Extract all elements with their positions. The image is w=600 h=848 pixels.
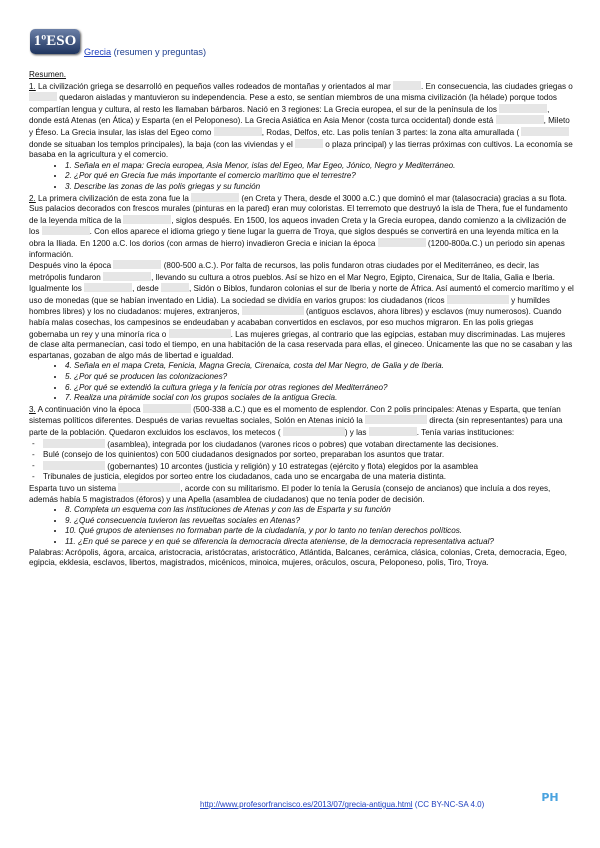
question-item: • 1. Señala en el mapa: Grecia europea, Asia Menor, islas del Egeo, Mar Egeo, Jónico, Negro y Mediterráneo.	[65, 161, 574, 172]
answer-blank[interactable]	[103, 272, 151, 281]
page-title	[84, 47, 206, 57]
question-item: • 5. ¿Por qué se producen las colonizaciones?	[65, 372, 574, 383]
institution-item: - (asamblea), integrada por los ciudadanos (varones ricos o pobres) que votaban directamente las decisiones.	[43, 439, 574, 451]
answer-blank[interactable]	[242, 306, 304, 315]
question-item: • 7. Realiza una pirámide social con los grupos sociales de la antigua Grecia.	[65, 393, 574, 404]
title-subtitle: (resumen y preguntas)	[111, 47, 207, 57]
section-3: 3. A continuación vino la época (500-338 a.C.) que es el momento de esplendor. Con 2 polis principales: Atenas y Esparta, que tenían sistemas políticos diferentes. Después de varias revueltas sociales, Solón en Atenas inició la directa (sin representantes) para una parte de la población. Quedaron excluidos los esclavos, los metecos ( ) y las . Tenía varias instituciones:	[29, 404, 563, 437]
institution-item: - Tribunales de justicia, elegidos por sorteo entre los ciudadanos, cada uno se encargaba de una materia distinta.	[43, 472, 574, 483]
answer-blank[interactable]	[169, 329, 231, 338]
institution-item: - Bulé (consejo de los quinientos) con 500 ciudadanos designados por sorteo, preparaban los asuntos que tratar.	[43, 450, 574, 461]
license-text: (CC BY-NC-SA 4.0)	[412, 800, 485, 809]
answer-blank[interactable]	[499, 104, 547, 113]
source-link[interactable]: http://www.profesorfrancisco.es/2013/07/grecia-antigua.html	[200, 800, 413, 809]
question-item: • 4. Señala en el mapa Creta, Fenicia, Magna Grecia, Cirenaica, costa del Mar Negro, de Galia y de Iberia.	[65, 361, 574, 372]
grecia-link[interactable]: Grecia	[84, 47, 112, 57]
answer-blank[interactable]	[393, 81, 421, 90]
question-item: • 2. ¿Por qué en Grecia fue más importante el comercio marítimo que el terrestre?	[65, 171, 574, 182]
answer-blank[interactable]	[214, 127, 262, 136]
answer-blank[interactable]	[161, 283, 189, 292]
section-number: 1.	[29, 81, 36, 91]
question-item: • 9. ¿Qué consecuencia tuvieron las revueltas sociales en Atenas?	[65, 516, 574, 527]
institutions-list	[29, 439, 574, 483]
answer-blank[interactable]	[113, 260, 161, 269]
questions-list	[29, 505, 574, 547]
question-item: • 10. Qué grupos de atenienses no formaban parte de la ciudadanía, y por lo tanto no tenían derechos políticos.	[65, 526, 574, 537]
question-item: • 6. ¿Por qué se extendió la cultura griega y la fenicia por otras regiones del Mediterráneo?	[65, 383, 574, 394]
answer-blank[interactable]	[283, 427, 345, 436]
question-item: • 3. Describe las zonas de las polis griegas y su función	[65, 182, 574, 193]
section-number: 3.	[29, 404, 36, 414]
ph-logo: PH	[541, 791, 559, 804]
summary-heading: Resumen.	[29, 70, 67, 79]
institution-item: - (gobernantes) 10 arcontes (justicia y religión) y 10 estrategas (ejército y flota) elegidos por la asamblea	[43, 461, 574, 473]
section-3-esparta: Esparta tuvo un sistema , acorde con su militarismo. El poder lo tenía la Gerusía (consejo de ancianos) que incluía a dos reyes, además había 5 magistrados (éforos) y una Apella (asamblea de ciudadanos) que no tenía poder de decisión.	[29, 483, 551, 504]
answer-blank[interactable]	[43, 439, 105, 448]
question-item: • 11. ¿En qué se parece y en qué se diferencia la democracia directa ateniense, de la democracia representativa actual?	[65, 537, 574, 548]
answer-blank[interactable]	[369, 427, 417, 436]
section-1: 1. La civilización griega se desarrolló en pequeños valles rodeados de montañas y orientados al mar . En consecuencia, las ciudades griegas o quedaron aisladas y mantuvieron su independencia. Pese a esto, se sentían miembros de una misma civilización (la hélade) porque todos compartían lengua y cultura, al resto les llamaban bárbaros. Nació en 3 regiones: La Grecia europea, el sur de la península de los , donde está Atenas (en Ática) y Esparta (en el Peloponeso). La Grecia Asiática en Asia Menor (costa turca occidental) donde está , Mileto y Éfeso. La Grecia insular, las islas del Egeo como , Rodas, Delfos, etc. Las polis tenían 3 partes: la zona alta amurallada ( donde se situaban los templos principales), la baja (con las viviendas y el o plaza principal) y las tierras próximas con cultivos. La economía se basaba en la agricultura y el comercio.	[29, 81, 573, 160]
questions-list	[29, 161, 574, 193]
answer-blank[interactable]	[191, 193, 239, 202]
answer-blank[interactable]	[447, 295, 509, 304]
footer	[200, 800, 484, 809]
document-body	[29, 70, 574, 569]
answer-blank[interactable]	[378, 238, 426, 247]
answer-blank[interactable]	[365, 415, 427, 424]
questions-list	[29, 361, 574, 403]
section-number: 2.	[29, 193, 36, 203]
answer-blank[interactable]	[118, 483, 180, 492]
section-2-continued: Después vino la época (800-500 a.C.). Por falta de recursos, las polis fundaron otras ciudades por el Mediterráneo, es decir, las metrópolis fundaron , llevando su cultura a otros pueblos. Así se hizo en el Mar Negro, Egipto, Cirenaica, Sur de Italia, Galia e Iberia. Igualmente los , desde , Sidón o Biblos, fundaron colonias el sur de Iberia y norte de África. Así aumentó el comercio marítimo y el uso de monedas (que se habían inventado en Lidia). La sociedad se dividía en varios grupos: los ciudadanos (ricos y humildes hombres libres) y los no ciudadanos: mujeres, extranjeros, (antiguos esclavos, ahora libres) y esclavos (muy numerosos). Cuando había malas cosechas, los campesinos se endeudaban y acababan convertidos en esclavos, por eso muchos migraron. En las polis griegas gobernaba un rey y una minoría rica o . Las mujeres griegas, al contrario que las egipcias, estaban muy discriminadas. Las mujeres de clase alta permanecían, casi todo el tiempo, en una habitación de la casa reservada para ellas, el gineceo. Únicamente las que no se casaban y las espartanas, gozaban de algo más de libertad e igualdad.	[29, 261, 574, 360]
answer-blank[interactable]	[42, 226, 90, 235]
question-item: • 8. Completa un esquema con las instituciones de Atenas y con las de Esparta y su función	[65, 505, 574, 516]
answer-blank[interactable]	[496, 115, 544, 124]
answer-blank[interactable]	[143, 404, 191, 413]
section-2: 2. La primera civilización de esta zona fue la (en Creta y Thera, desde el 3000 a.C.) que dominó el mar (talasocracia) gracias a su flota. Sus palacios decorados con frescos murales (pinturas en la pared) eran muy coloristas. El terremoto que destruyó la isla de Thera, fue el fundamento de la leyenda mítica de la , siglos después. En 1500, los aqueos invaden Creta y la Grecia europea, dando comienzo a la civilización de los . Con ellos aparece el idioma griego y tiene lugar la guerra de Troya, que siglos después se convertirá en una leyenda mítica en la obra la Iliada. En 1200 a.C. los dorios (con armas de hierro) invadieron Grecia e inician la época (1200-800a.C.) un periodo sin apenas información.	[29, 193, 568, 259]
answer-blank[interactable]	[295, 139, 323, 148]
word-bank: Palabras: Acrópolis, ágora, arcaica, aristocracia, aristócratas, aristocrático, Atlántida, Balcanes, cerámica, clásica, colonias, Creta, democracia, Egeo, egipcia, ekklesia, esclavos, libertos, magistrados, micénicos, minoica, mujeres, oráculos, oscura, Peloponeso, polis, Tiro, Troya.	[29, 547, 567, 568]
answer-blank[interactable]	[84, 283, 132, 292]
answer-blank[interactable]	[29, 92, 57, 101]
course-badge: 1ºESO	[30, 29, 80, 54]
answer-blank[interactable]	[43, 461, 105, 470]
answer-blank[interactable]	[123, 215, 171, 224]
answer-blank[interactable]	[521, 127, 569, 136]
